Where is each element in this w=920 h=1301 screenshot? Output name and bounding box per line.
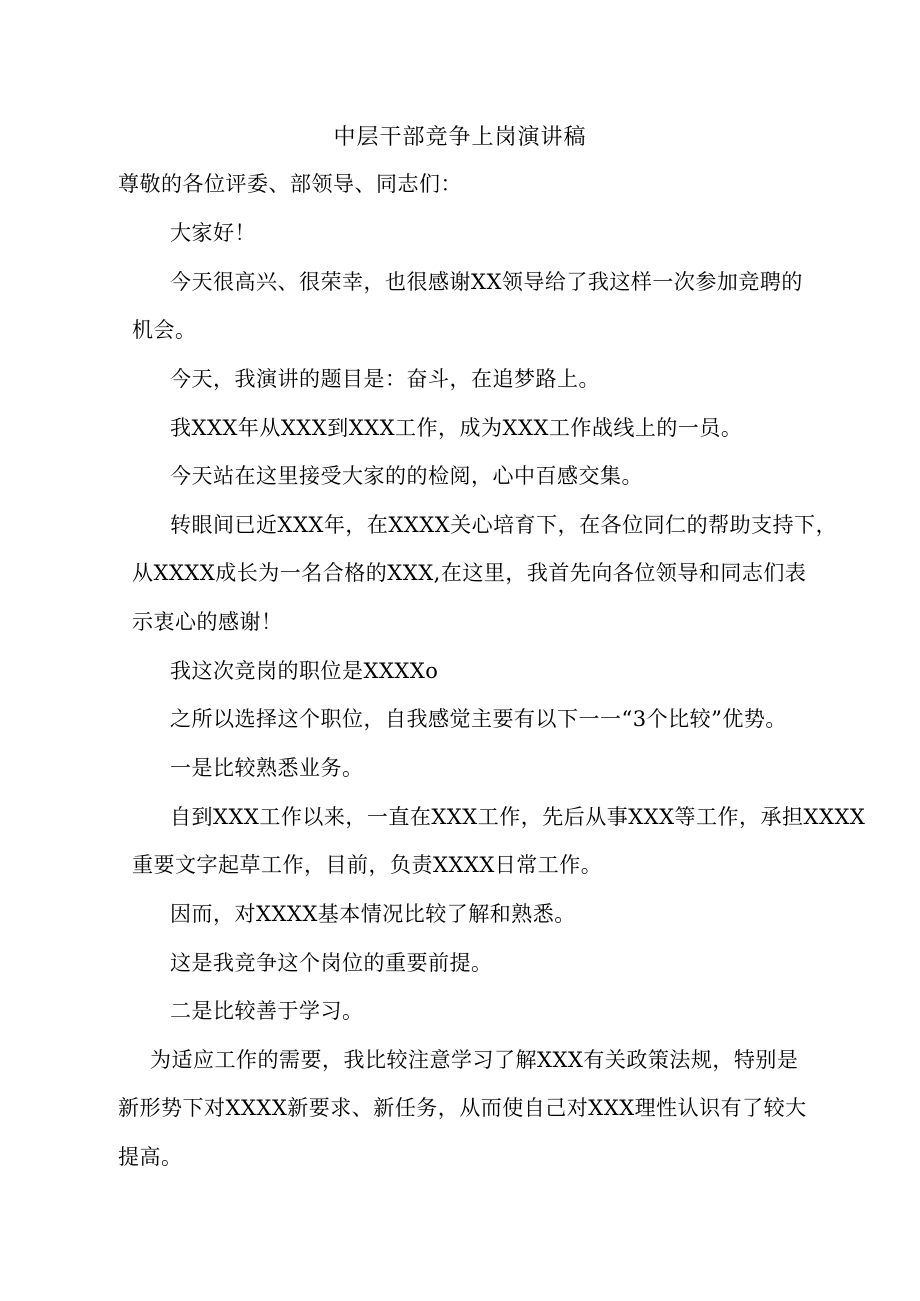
paragraph-line: 今天站在这里接受大家的的检阅，心中百感交集。 [170,464,643,488]
paragraph-line: 从XXXX成长为一名合格的XXX,在这里，我首先向各位领导和同志们表 [132,561,807,585]
paragraph-line: 为适应工作的需要，我比较注意学习了解XXX有关政策法规，特别是 [150,1048,799,1072]
paragraph-line: 这是我竞争这个岗位的重要前提。 [170,951,493,975]
paragraph-line: 重要文字起草工作，目前，负责XXXX日常工作。 [132,853,603,877]
greeting: 大家好！ [170,221,256,245]
salutation: 尊敬的各位评委、部领导、同志们： [118,172,462,196]
section-heading: 二是比较善于学习。 [170,999,364,1023]
section-heading: 一是比较熟悉业务。 [170,756,364,780]
paragraph-line: 今天，我演讲的题目是：奋斗，在追梦路上。 [170,367,600,391]
paragraph-line: 今天很高兴、很荣幸，也很感谢XX领导给了我这样一次参加竞聘的 [170,270,803,294]
document-title: 中层干部竞争上岗演讲稿 [333,125,587,150]
paragraph-line: 新形势下对XXXX新要求、新任务，从而使自己对XXX理性认识有了较大 [118,1096,807,1120]
paragraph-line: 转眼间已近XXX年，在XXXX关心培育下，在各位同仁的帮助支持下， [170,513,838,537]
paragraph-line: 因而，对XXXX基本情况比较了解和熟悉。 [170,902,576,926]
paragraph-line: 我XXX年从XXX到XXX工作，成为XXX工作战线上的一员。 [170,416,743,440]
paragraph-line: 我这次竞岗的职位是XXXXo [170,659,439,683]
paragraph-line: 提高。 [118,1145,183,1169]
paragraph-line: 之所以选择这个职位，自我感觉主要有以下一一“3个比较”优势。 [170,707,787,731]
paragraph-line: 示衷心的感谢！ [132,610,283,634]
paragraph-line: 机会。 [132,318,197,342]
paragraph-line: 自到XXX工作以来，一直在XXX工作，先后从事XXX等工作，承担XXXX [170,805,866,829]
